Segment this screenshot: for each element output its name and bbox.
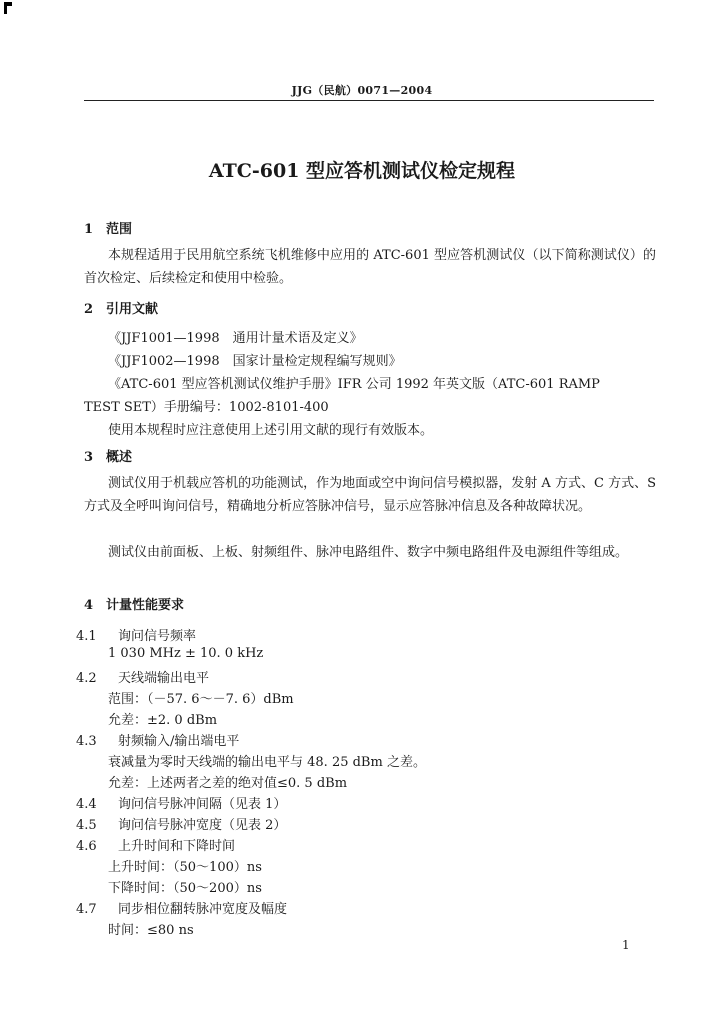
subsection-number: 4.6: [76, 839, 97, 854]
subsection-4-2: [76, 667, 209, 686]
subsection-title: 询问信号频率: [118, 629, 197, 644]
subsection-title: 询问信号脉冲间隔（见表 1）: [118, 797, 287, 812]
section-2-heading: [84, 298, 158, 317]
subsection-number: 4.1: [76, 629, 97, 644]
subsection-title: 同步相位翻转脉冲宽度及幅度: [118, 902, 288, 917]
subsection-4-4: [76, 793, 286, 812]
spec-value: 1 030 MHz ± 10. 0 kHz: [108, 646, 264, 661]
section-title: 引用文献: [106, 302, 159, 317]
reference-note: 使用本规程时应注意使用上述引用文献的现行有效版本。: [108, 423, 434, 438]
section-4-heading: [84, 594, 184, 613]
section-3-paragraph-2: 测试仪由前面板、上板、射频组件、脉冲电路组件、数字中频电路组件及电源组件等组成。: [108, 545, 629, 560]
section-number: 1: [84, 222, 94, 237]
section-1-heading: [84, 218, 132, 237]
subsection-4-1: [76, 625, 196, 644]
subsection-4-3: [76, 730, 239, 749]
spec-value: 允差：上述两者之差的绝对值≤0. 5 dBm: [108, 776, 348, 791]
scan-corner-mark: [4, 2, 12, 14]
subsection-4-7: [76, 898, 287, 917]
section-1-paragraph: 本规程适用于民用航空系统飞机维修中应用的 ATC-601 型应答机测试仪（以下简称测试仪）的首次检定、后续检定和使用中检验。: [84, 248, 656, 286]
spec-value: 上升时间：（50～100）ns: [108, 860, 262, 875]
section-title: 概述: [106, 450, 133, 465]
page-number: 1: [622, 938, 630, 952]
reference-item: 《ATC-601 型应答机测试仪维护手册》IFR 公司 1992 年英文版（ATC-601 RAMP: [108, 377, 600, 392]
section-number: 2: [84, 302, 94, 317]
subsection-title: 询问信号脉冲宽度（见表 2）: [118, 818, 287, 833]
subsection-number: 4.3: [76, 734, 97, 749]
section-title: 范围: [106, 222, 133, 237]
spec-value: 时间：≤80 ns: [108, 923, 194, 938]
section-3-heading: [84, 446, 132, 465]
reference-item: 《JJF1002—1998 国家计量检定规程编写规则》: [108, 354, 402, 369]
section-number: 3: [84, 450, 94, 465]
spec-value: 允差：±2. 0 dBm: [108, 713, 218, 728]
subsection-title: 天线端输出电平: [118, 671, 210, 686]
reference-item: 《JJF1001—1998 通用计量术语及定义》: [108, 331, 363, 346]
subsection-title: 上升时间和下降时间: [118, 839, 236, 854]
subsection-number: 4.4: [76, 797, 97, 812]
header-rule: [84, 100, 654, 101]
section-3-paragraph-1: 测试仪用于机载应答机的功能测试，作为地面或空中询问信号模拟器，发射 A 方式、C 方式、S 方式及全呼叫询问信号，精确地分析应答脉冲信号，显示应答脉冲信息及各种故障状况。: [84, 476, 656, 514]
page-title: ATC-601 型应答机测试仪检定规程: [208, 160, 516, 182]
subsection-number: 4.5: [76, 818, 97, 833]
subsection-number: 4.2: [76, 671, 97, 686]
subsection-number: 4.7: [76, 902, 97, 917]
subsection-4-5: [76, 814, 286, 833]
spec-value: 范围：（－57. 6～－7. 6）dBm: [108, 692, 294, 707]
section-title: 计量性能要求: [106, 598, 185, 613]
spec-value: 下降时间：（50～200）ns: [108, 881, 262, 896]
document-code-header: JJG（民航）0071—2004: [291, 84, 433, 97]
reference-item-continued: TEST SET）手册编号：1002-8101-400: [84, 400, 329, 415]
spec-value: 衰减量为零时天线端的输出电平与 48. 25 dBm 之差。: [108, 755, 426, 770]
subsection-title: 射频输入/输出端电平: [118, 734, 240, 749]
subsection-4-6: [76, 835, 235, 854]
section-number: 4: [84, 598, 94, 613]
